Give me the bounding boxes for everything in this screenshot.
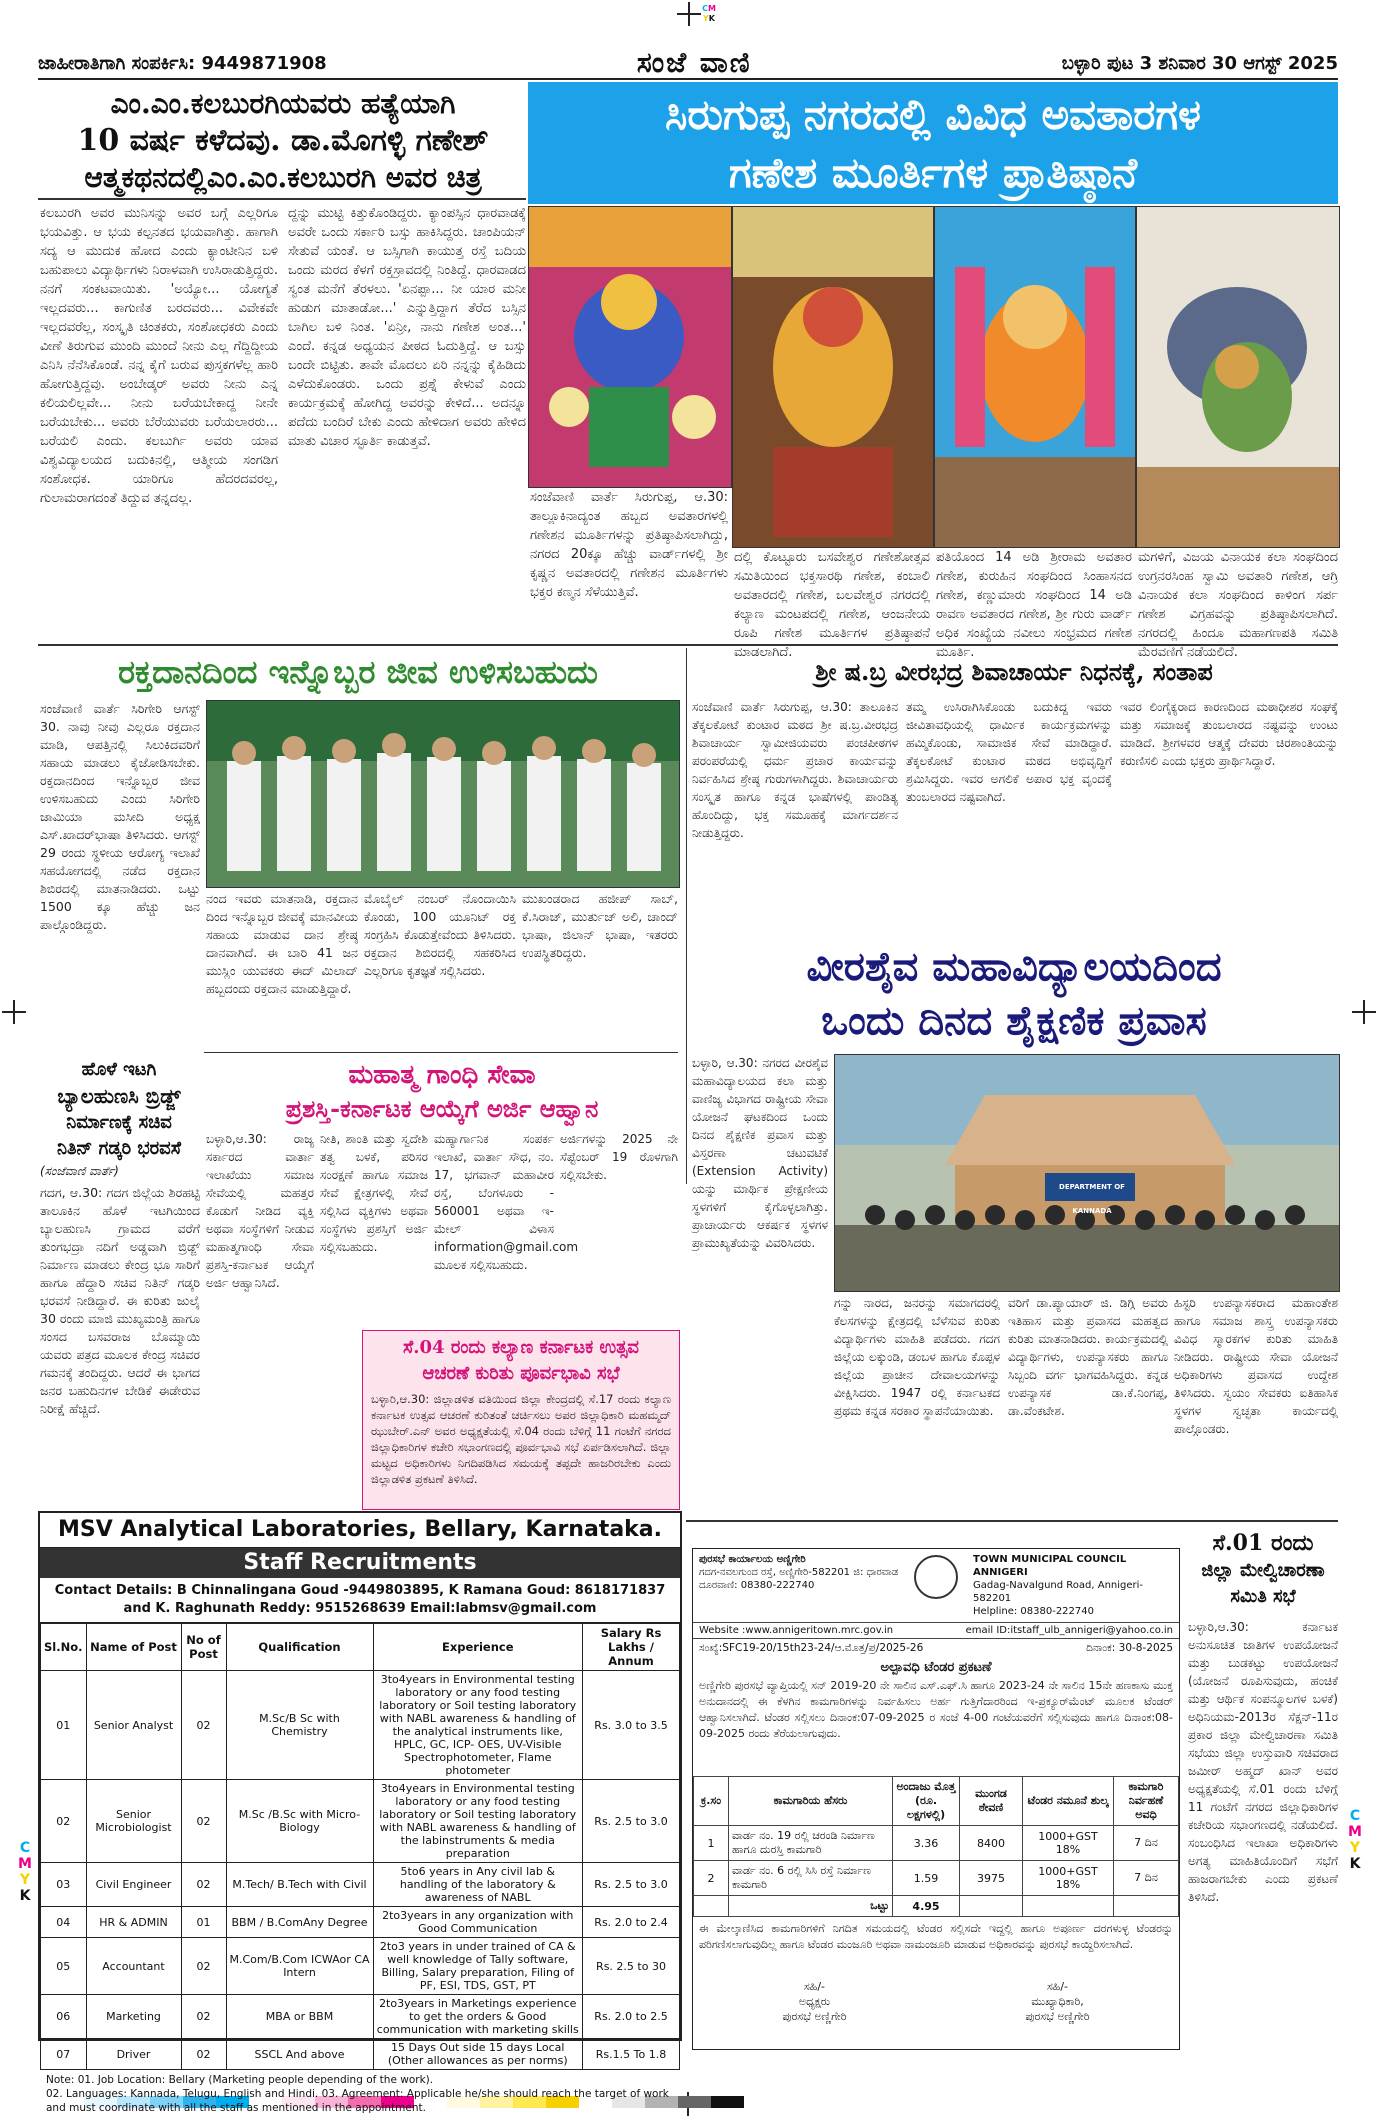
column-header: Sl.No.: [41, 1624, 87, 1671]
table-cell: M.Tech/ B.Tech with Civil: [226, 1863, 373, 1907]
tender-email: email ID:itstaff_ulb_annigeri@yahoo.co.in: [965, 1625, 1173, 1636]
table-cell: Rs. 2.0 to 2.5: [583, 1995, 680, 2039]
vigilance-headline-line2: ಜಿಲ್ಲಾ ಮೇಲ್ವಿಚಾರಣಾ: [1201, 1560, 1325, 1581]
blood-column-1: ಸಂಜೆವಾಣಿ ವಾರ್ತೆ ಸಿರಿಗೇರಿ ಆಗಸ್ಟ್ 30. ನಾವು ನೀವು ಎಲ್ಲರೂ ರಕ್ತದಾನ ಮಾಡಿ, ಆಪತ್ತಿನಲ್ಲಿ ಸಿಲುಕಿದವರಿಗೆ ಸಹಾಯ ಮಾಡಲು ಕೈಜೋಡಿಸಬೇಕು. ರಕ್ತದಾನದಿಂದ ಇನ್ನೊಬ್ಬರ ಜೀವ ಉಳಿಸಬಹುದು ಎಂದು ಸಿರಿಗೇರಿ ಜಾಮಿಯಾ ಮಸೀದಿ ಅಧ್ಯಕ್ಷ ಎಸ್.ಖಾದರ್‌ಭಾಷಾ ತಿಳಿಸಿದರು. ಆಗಸ್ಟ್ 29 ರಂದು ಸ್ಥಳೀಯ ಆರೋಗ್ಯ ಇಲಾಖೆ ಸಹಯೋಗದಲ್ಲಿ ನಡೆದ ರಕ್ತದಾನ ಶಿಬಿರದಲ್ಲಿ ಮಾತನಾಡಿದರು. ಒಟ್ಟು 1500 ಕ್ಕೂ ಹೆಚ್ಚು ಜನ ಪಾಲ್ಗೊಂಡಿದ್ದರು.: [40, 701, 200, 932]
condolence-headline: ಶ್ರೀ ಷ.ಬ್ರ ವೀರಭದ್ರ ಶಿವಾಚಾರ್ಯ ನಿಧನಕ್ಕೆ, ಸಂತಾಪ: [815, 657, 1213, 686]
signature-chairman: [782, 1979, 846, 2024]
registration-mark-right: [1352, 1000, 1376, 1024]
ganesha-photo-4: [1136, 206, 1340, 548]
vigilance-headline-line3: ಸಮಿತಿ ಸಭೆ: [1230, 1586, 1296, 1607]
registration-mark-left: [2, 1000, 26, 1024]
bridge-headline-line2: ಬ್ಯಾಲಹುಣಸಿ ಬ್ರಿಡ್ಜ್: [57, 1084, 181, 1108]
table-cell: 02: [181, 1671, 226, 1780]
advert-contact: ಜಾಹೀರಾತಿಗಾಗಿ ಸಂಪರ್ಕಿಸಿ: 9449871908: [38, 52, 327, 74]
table-cell: HR & ADMIN: [86, 1907, 181, 1938]
story1-headline-line1: ಎಂ.ಎಂ.ಕಲಬುರಗಿಯವರು ಹತ್ಯೆಯಾಗಿ: [110, 87, 456, 120]
table-cell: 04: [41, 1907, 87, 1938]
veerashaiva-column-4: ಹಿಸ್ಟರಿ ಉಪನ್ಯಾಸಕರಾದ ಮಹಾಂತೇಶ ಹಾಗೂ ಸಮಾಜ ಶಾಸ್ತ್ರ ಉಪನ್ಯಾಸಕರು ವಿವಿಧ ಸ್ಮಾರಕಗಳ ಕುರಿತು ಮಾಹಿತಿ ನೀಡಿದರು. ರಾಷ್ಟ್ರೀಯ ಸೇವಾ ಯೋಜನೆ ಅಧಿಕಾರಿಗಳು ಪ್ರವಾಸದ ಉದ್ದೇಶ ತಿಳಿಸಿದರು. ಸ್ವಯಂ ಸೇವಕರು ಐತಿಹಾಸಿಕ ಸ್ಥಳಗಳ ಸ್ವಚ್ಛತಾ ಕಾರ್ಯದಲ್ಲಿ ಪಾಲ್ಗೊಂಡರು.: [1174, 1296, 1338, 1436]
ganesha-photo-2: [732, 206, 934, 548]
table-cell: Civil Engineer: [86, 1863, 181, 1907]
column-header: ಕ್ರ.ಸಂ: [694, 1777, 729, 1826]
ganesha-column-3: ಪತಿಯೊಂದ 14 ಅಡಿ ಶ್ರೀರಾಮ ಅವತಾರ ಗಣೇಶ, ಕುರುಹಿನ ಸಂಘದಿಂದ ಸಿಂಹಾಸನದ ಗಣೇಶ, ಕಣ್ಣುಮಾರು ಸಂಘದಿಂದ 14 ಅಡಿ ರಾವಣ ಅವತಾರದ ಗಣೇಶ, ಶ್ರೀ ಗುರು ವಾರ್ಡ್ ಅಧಿಕ ಸಂಖ್ಯೆಯ ನವೀಲು ಸಂಭ್ರಮದ ಗಣೇಶ ಮೂರ್ತಿ.: [936, 550, 1132, 660]
signature-title: ಅಧ್ಯಕ್ಷರು: [798, 1995, 831, 2008]
blood-headline: ರಕ್ತದಾನದಿಂದ ಇನ್ನೊಬ್ಬರ ಜೀವ ಉಳಿಸಬಹುದು: [118, 653, 598, 691]
story1-column-1: ಕಲಬುರಗಿ ಅವರ ಮುನಿಸನ್ನು ಅವರ ಬಗ್ಗೆ ಎಲ್ಲರಿಗೂ ಭಯವಿತ್ತು. ಆ ಭಯ ಕಲ್ಪನತದ ಭಯವಾಗಿತ್ತು. ಹಾಗಾಗಿ ಸದ್ಯ ಆ ಮುದುಕ ಹೋದ ಎಂದು ಕ್ಯಾಂಟೀನಿನ ಬಳಿ ಬಹುಪಾಲು ವಿದ್ಯಾರ್ಥಿಗಳು ನಿರಾಳವಾಗಿ ಉಸಿರಾಡುತ್ತಿದ್ದರು. ನನಗೆ ಸಂಕಟವಾಯಿತು. 'ಅಯ್ಯೋ... ಯೋಗ್ಯತೆ ಇಲ್ಲದವರು... ಕಾಗುಣಿತ ಬರದವರು... ವಿವೇಕವೇ ಇಲ್ಲದವರೆಲ್ಲ, ಸಂಸ್ಕೃತಿ ಚಿಂತಕರು, ಸಂಶೋಧಕರು ಎಂದು ವೀಣೆ ತಿರುಗುವ ಮುಂದಿ ಮುಂದೆ ನೀನು ಎಲ್ಲ ಗೆದ್ದಿದ್ದೀಯ ಎನಿಸಿ ನೆನೆಸಿಕೊಂಡೆ. ನನ್ನ ಕೈಗೆ ಬರುವ ಪುಸ್ತಕಗಳೆಲ್ಲ ಹಾರಿ ಹೋಗುತ್ತಿದ್ದವು. ಅಂಬೇಡ್ಕರ್ ಅವರು ನೀನು ಎನ್ನ ಕಲಿಯಲಿಲ್ಲವೇ... ನೀನು ಬರೆಯಬೇಕಾದ್ದ ನೀನೇ ಬರೆಯಬೇಕು... ಅವರು ಬೆರೆಯುವರು ಬರೆಯಲಾರರು... ಬರೆಯಲಿ ಎಂದು. ಕಲಬುರ್ಗಿ ಅವರು ಯಾವ ವಿಶ್ವವಿದ್ಯಾಲಯದ ಬದುಕಿನಲ್ಲಿ, ಆತ್ಮೀಯ ಸಂಗಡಿಗ ಸಂಶೋಧಕ. ಯಾರಿಗೂ ಹೆದರದವರಲ್ಲ, ಗುಲಾಮರಾಗದಂತೆ ತಿದ್ದುವ ತನ್ನದಲ್ಲ.: [40, 206, 278, 506]
ganesha-banner: [528, 82, 1338, 204]
ganesha-column-4: ಮಗಳಿಗೆ, ವಿಜಯ ವಿನಾಯಕ ಕಲಾ ಸಂಘದಿಂದ ಉಗ್ರನರಸಿಂಹ ಸ್ವಾಮಿ ಅವತಾರಿ ಗಣೇಶ, ಆಗ್ರಿ ವಿನಾಯಕ ಕಲಾ ಸಂಘದಿಂದ ಕಾಳಿಂಗ ಸರ್ಪ ಗಣೇಶ ವಿಗ್ರಹವನ್ನು ಪ್ರತಿಷ್ಠಾಪಿಸಲಾಗಿದೆ. ನಗರದಲ್ಲಿ ಹಿಂದೂ ಮಹಾಗಣಪತಿ ಸಮಿತಿ ಮೆರವಣಿಗೆ ನಡೆಯಲಿದೆ.: [1138, 550, 1338, 660]
msv-notes: [40, 2070, 680, 2118]
table-cell: 1000+GST 18%: [1023, 1826, 1114, 1861]
signature-office: ಪುರಸಭೆ ಅಣ್ಣಿಗೇರಿ: [782, 2010, 847, 2023]
story1-headline-line3: ಆತ್ಮಕಥನದಲ್ಲಿಎಂ.ಎಂ.ಕಲಬುರಗಿ ಅವರ ಚಿತ್ರ: [84, 161, 482, 194]
table-row: [41, 1938, 680, 1995]
table-cell: Marketing: [86, 1995, 181, 2039]
column-header: Salary Rs Lakhs / Annum: [583, 1624, 680, 1671]
msv-contact-line2: and K. Raghunath Reddy: 9515268639 Email:labmsv@gmail.com: [123, 1601, 597, 1616]
table-cell: Accountant: [86, 1938, 181, 1995]
table-cell: Senior Microbiologist: [86, 1780, 181, 1863]
blood-column-2: ನಂದ ಇವರು ಮಾತನಾಡಿ, ರಕ್ತದಾನ ದಿಂದ ಇನ್ನೊಬ್ಬರ ಜೀವಕ್ಕೆ ಮಾನವೀಯ ಸಹಾಯ ಮಾಡುವ ದಾನ ಶ್ರೇಷ್ಠ ದಾನವಾಗಿದೆ. ಈ ಬಾರಿ 41 ಜನ ಮುಸ್ಲಿಂ ಯುವಕರು ಈದ್ ಮಿಲಾದ್ ಹಬ್ಬದಂದು ರಕ್ತದಾನ ಮಾಡುತ್ತಿದ್ದಾರೆ.: [206, 891, 358, 996]
tender-total: 4.95: [893, 1896, 960, 1917]
table-row: [694, 1896, 1179, 1917]
cmyk-strip-left: C M Y K: [18, 1840, 32, 1904]
veerashaiva-headline-line1: ವೀರಶೈವ ಮಹಾವಿದ್ಯಾಲಯದಿಂದ: [806, 943, 1222, 990]
page-header: [38, 48, 1338, 80]
column-header: ಕಾಮಗಾರಿ ನಿರ್ವಹಣೆ ಅವಧಿ: [1114, 1777, 1179, 1826]
tender-phone-kn: ದೂರವಾಣಿ: 08380-222740: [699, 1580, 815, 1591]
tender-office-kn: ಪುರಸಭೆ ಕಾರ್ಯಾಲಯ ಅಣ್ಣಿಗೇರಿ: [699, 1554, 806, 1565]
signature-mark: ಸಹಿ/-: [803, 1980, 826, 1993]
kalyana-body: ಬಳ್ಳಾರಿ,ಆ.30: ಜಿಲ್ಲಾಡಳಿತ ವತಿಯಿಂದ ಜಿಲ್ಲಾ ಕೇಂದ್ರದಲ್ಲಿ ಸೆ.17 ರಂದು ಕಲ್ಯಾಣ ಕರ್ನಾಟಕ ಉತ್ಸವ ಆಚರಣೆ ಕುರಿತಂತೆ ಚರ್ಚಿಸಲು ಅಪರ ಜಿಲ್ಲಾಧಿಕಾರಿ ಮಹಮ್ಮದ್ ಝುಬೇರ್.ಎನ್ ಅವರ ಅಧ್ಯಕ್ಷತೆಯಲ್ಲಿ ಸೆ.04 ರಂದು ಬೆಳಿಗ್ಗೆ 11 ಗಂಟೆಗೆ ನಗರದ ಜಿಲ್ಲಾಧಿಕಾರಿಗಳ ಕಚೇರಿ ಸಭಾಂಗಣದಲ್ಲಿ ಪೂರ್ವಭಾವಿ ಸಭೆ ಏರ್ಪಡಿಸಲಾಗಿದೆ. ಜಿಲ್ಲಾ ಮಟ್ಟದ ಅಧಿಕಾರಿಗಳು ನಿಗದಿಪಡಿಸಿದ ಸಮಯಕ್ಕೆ ತಪ್ಪದೇ ಹಾಜರಿರಬೇಕು ಎಂದು ಜಿಲ್ಲಾಡಳಿತ ಪ್ರಕಟಣೆ ತಿಳಿಸಿದೆ.: [371, 1392, 671, 1486]
msv-note-1: Note: 01. Job Location: Bellary (Marketing people depending of the work).: [46, 2074, 434, 2086]
table-cell: 2: [694, 1861, 729, 1896]
condolence-column-1: ಸಂಜೆವಾಣಿ ವಾರ್ತೆ ಸಿರುಗುಪ್ಪ, ಆ.30: ತಾಲೂಕಿನ ತೆಕ್ಕಲಕೋಟೆ ಕುಂಟಾರ ಮಠದ ಶ್ರೀ ಷ.ಬ್ರ.ವೀರಭದ್ರ ಶಿವಾಚಾರ್ಯ ಸ್ವಾಮೀಜಿಯವರು ಪಂಚಪೀಠಗಳ ಪರಂಪರೆಯಲ್ಲಿ ಧರ್ಮ ಪ್ರಚಾರ ಕಾರ್ಯವನ್ನು ನಿರ್ವಹಿಸಿದ ಶ್ರೇಷ್ಠ ಗುರುಗಳಾಗಿದ್ದರು. ಶಿವಾಚಾರ್ಯರು ಸಂಸ್ಕೃತ ಹಾಗೂ ಕನ್ನಡ ಭಾಷೆಗಳಲ್ಲಿ ಪಾಂಡಿತ್ಯ ಹೊಂದಿದ್ದು, ಭಕ್ತ ಸಮೂಹಕ್ಕೆ ಮಾರ್ಗದರ್ಶನ ನೀಡುತ್ತಿದ್ದರು.: [692, 700, 898, 840]
msv-contact-line1: Contact Details: B Chinnalingana Goud -9449803895, K Ramana Goud: 8618171837: [54, 1583, 666, 1598]
vigilance-body: ಬಳ್ಳಾರಿ,ಆ.30: ಕರ್ನಾಟಕ ಅನುಸೂಚಿತ ಜಾತಿಗಳ ಉಪಯೋಜನೆ ಮತ್ತು ಬುಡಕಟ್ಟು ಉಪಯೋಜನೆ (ಯೋಜನೆ ರೂಪಿಸುವುದು, ಹಂಚಿಕೆ ಮತ್ತು ಆರ್ಥಿಕ ಸಂಪನ್ಮೂಲಗಳ ಬಳಕೆ) ಅಧಿನಿಯಮ-2013ರ ಸೆಕ್ಷನ್-11ರ ಪ್ರಕಾರ ಜಿಲ್ಲಾ ಮೇಲ್ವಿಚಾರಣಾ ಸಮಿತಿ ಸಭೆಯು ಜಿಲ್ಲಾ ಉಸ್ತುವಾರಿ ಸಚಿವರಾದ ಜಮೀರ್ ಅಹ್ಮದ್ ಖಾನ್ ಅವರ ಅಧ್ಯಕ್ಷತೆಯಲ್ಲಿ ಸೆ.01 ರಂದು ಬೆಳಿಗ್ಗೆ 11 ಗಂಟೆಗೆ ನಗರದ ಜಿಲ್ಲಾಧಿಕಾರಿಗಳ ಕಚೇರಿಯ ಸಭಾಂಗಣದಲ್ಲಿ ನಡೆಯಲಿದೆ. ಸಂಬಂಧಿಸಿದ ಇಲಾಖಾ ಅಧಿಕಾರಿಗಳು ಅಗತ್ಯ ಮಾಹಿತಿಯೊಂದಿಗೆ ಸಭೆಗೆ ಹಾಜರಾಗಬೇಕು ಎಂದು ಪ್ರಕಟಣೆ ತಿಳಿಸಿದೆ.: [1188, 1620, 1338, 1904]
emblem-icon: [914, 1555, 958, 1599]
table-cell: M.Sc /B.Sc with Micro-Biology: [226, 1780, 373, 1863]
tender-address-kn: ಗದಗ-ನವಲಗುಂದ ರಸ್ತೆ, ಅಣ್ಣಿಗೇರಿ-582201 ಜಿ: ಧಾರವಾಡ: [699, 1567, 899, 1578]
table-cell: 2to3 years in under trained of CA & well knowledge of Tally software, Billing, Salary preparation, Filing of PF, ESI, TDS, GST, PT: [373, 1938, 583, 1995]
ganesha-photo-3: [934, 206, 1136, 548]
bridge-body: ಗದಗ, ಆ.30: ಗದಗ ಜಿಲ್ಲೆಯ ಶಿರಹಟ್ಟಿ ತಾಲೂಕಿನ ಹೊಳೆ ಇಟಗಿಯಿಂದ ಬ್ಯಾಲಹುಣಸಿ ಗ್ರಾಮದ ವರೆಗೆ ತುಂಗಭದ್ರಾ ನದಿಗೆ ಅಡ್ಡವಾಗಿ ಬ್ರಿಡ್ಜ್ ನಿರ್ಮಾಣ ಮಾಡಲು ಕೇಂದ್ರ ಭೂ ಸಾರಿಗೆ ಹಾಗೂ ಹೆದ್ದಾರಿ ಸಚಿವ ನಿತಿನ್ ಗಡ್ಕರಿ ಭರವಸೆ ನೀಡಿದ್ದಾರೆ. ಈ ಕುರಿತು ಜುಲೈ 30 ರಂದು ಮಾಜಿ ಮುಖ್ಯಮಂತ್ರಿ ಹಾಗೂ ಸಂಸದ ಬಸವರಾಜ ಬೊಮ್ಮಾಯಿ ಯವರು ಪತ್ರದ ಮೂಲಕ ಕೇಂದ್ರ ಸಚಿವರ ಗಮನಕ್ಕೆ ತಂದಿದ್ದರು. ಆದರೆ ಈ ಭಾಗದ ಜನರ ಬಹುದಿನಗಳ ಬೇಡಿಕೆ ಈಡೇರುವ ನಿರೀಕ್ಷೆ ಹೆಚ್ಚಿದೆ.: [40, 1185, 200, 1416]
vigilance-headline-line1: ಸೆ.01 ರಂದು: [1212, 1530, 1314, 1556]
blood-donation-photo: [206, 700, 680, 888]
column-header: ಅಂದಾಜು ಮೊತ್ತ (ರೂ. ಲಕ್ಷಗಳಲ್ಲಿ): [893, 1777, 960, 1826]
bridge-headline-line4: ನಿತಿನ್ ಗಡ್ಕರಿ ಭರವಸೆ: [57, 1138, 181, 1159]
vigilance-headline: [1188, 1528, 1338, 1610]
table-cell: 3.36: [893, 1826, 960, 1861]
table-cell: 5to6 years in Any civil lab & handling of the laboratory & awareness of NABL: [373, 1863, 583, 1907]
banner-line2: ಗಣೇಶ ಮೂರ್ತಿಗಳ ಪ್ರಾತಿಷ್ಠಾನೆ: [728, 148, 1138, 197]
tender-phone-en: Helpline: 08380-222740: [973, 1606, 1094, 1617]
table-cell: ವಾರ್ಡ ನಂ. 19 ರಲ್ಲಿ ಚರಂಡಿ ನಿರ್ಮಾಣ ಹಾಗೂ ದುರಸ್ತಿ ಕಾಮಗಾರಿ: [729, 1826, 893, 1861]
blood-column-3: ಮೊಬೈಲ್ ನಂಬರ್ ನೊಂದಾಯಿಸಿ ಕೊಂಡು, 100 ಯೂನಿಟ್ ರಕ್ತ ಸಂಗ್ರಹಿಸಿ ಕೊಡುತ್ತೇವೆಂದು ತಿಳಿಸಿದರು. ರಕ್ತದಾನ ಶಿಬಿರದಲ್ಲಿ ಸಹಕರಿಸಿದ ಎಲ್ಲರಿಗೂ ಕೃತಜ್ಞತೆ ಸಲ್ಲಿಸಿದರು.: [364, 891, 516, 978]
signature-officer: [1025, 1979, 1089, 2024]
table-cell: 01: [181, 1907, 226, 1938]
table-cell: 06: [41, 1995, 87, 2039]
department-signboard: DEPARTMENT OF KANNADA: [1059, 1183, 1125, 1215]
table-cell: 02: [181, 1995, 226, 2039]
table-cell: 02: [181, 1863, 226, 1907]
table-cell: 02: [181, 1780, 226, 1863]
kalyana-box: [362, 1330, 680, 1510]
veerashaiva-group-photo: [834, 1054, 1340, 1292]
registration-mark-top: [677, 2, 701, 26]
table-row: [41, 1671, 680, 1780]
bridge-byline: (ಸಂಜೆವಾಣಿ ವಾರ್ತೆ): [40, 1164, 119, 1178]
veerashaiva-headline: [690, 940, 1338, 1048]
table-row: [41, 1907, 680, 1938]
table-cell: ವಾರ್ಡ ನಂ. 6 ರಲ್ಲಿ ಸಿಸಿ ರಸ್ತೆ ನಿರ್ಮಾಣ ಕಾಮಗಾರಿ: [729, 1861, 893, 1896]
table-cell: Rs. 2.5 to 3.0: [583, 1863, 680, 1907]
signature-title: ಮುಖ್ಯಾಧಿಕಾರಿ,: [1031, 1995, 1084, 2008]
table-cell: Rs. 2.5 to 3.0: [583, 1780, 680, 1863]
table-cell: Rs. 2.0 to 2.4: [583, 1907, 680, 1938]
table-row: [41, 1863, 680, 1907]
kalyana-headline-line1: ಸೆ.04 ರಂದು ಕಲ್ಯಾಣ ಕರ್ನಾಟಕ ಉತ್ಸವ: [402, 1337, 639, 1358]
msv-contact: [40, 1578, 680, 1623]
table-cell: Rs. 2.5 to 30: [583, 1938, 680, 1995]
table-cell: M.Com/B.Com ICWAor CA Intern: [226, 1938, 373, 1995]
story1-column-2: ದ್ದನ್ನು ಮುಟ್ಟಿ ಕಿತ್ತುಕೊಂಡಿದ್ದರು. ಕ್ಯಾಂಪಸ್ಸಿನ ಧಾರವಾಡಕ್ಕೆ ಅವರೇ ಒಂದು ಸರ್ಕಾರಿ ಬಸ್ಸು ಹಾಕಿಸಿದ್ದರು. ಚಾಂಪಿಯನ್ ಸೇತುವೆ ಯಂತೆ. ಆ ಬಸ್ಸಿಗಾಗಿ ಕಾಯುತ್ತ ರಸ್ತೆ ಬದಿಯ ಒಂದು ಮರದ ಕೆಳಗೆ ರಕ್ತಸ್ರಾವದಲ್ಲಿ ನಿಂತಿದ್ದೆ. ಧಾರವಾಡದ ಸ್ವಂತ ಮನೆಗೆ ತೆರಳಲು. 'ಏನಪ್ಪಾ... ನೀ ಯಾರ ಮನೀ ಹುಡುಗ ಮಾತಾಡೋ...' ಎನ್ನುತ್ತಿದ್ದಾಗ ತೆರೆದ ಬಸ್ಸಿನ ಬಾಗಿಲ ಬಳಿ ನಿಂತ. 'ಏನ್ರೀ, ನಾನು ಗಣೇಶ ಅಂತ...' ಎಂದೆ. ಕನ್ನಡ ಅಧ್ಯಯನ ಪೀಠದ ಓದುತ್ತಿದ್ದೆ. ಆ ಬಸ್ಸು ಬಂದೇ ಬಿಟ್ಟಿತು. ತಾವೇ ಮೊದಲು ಏರಿ ನನ್ನನ್ನು ಕೈಹಿಡಿದು ಎಳೆದುಕೊಂಡರು. ಒಂದು ಪ್ರಶ್ನೆ ಕೇಳುವೆ ಎಂದು ಕಾರ್ಯಕ್ರಮಕ್ಕೆ ಹೋಗಿದ್ದ ಅವರನ್ನು ಕೇಳಿದೆ... ಅದನ್ನೂ ಪದೆದು ಬಂದಿರೆ ಬೇಕು ಎಂದು ಹೇಳಿದಾಗ ಅವರು ಹೇಳಿದ ಮಾತು ವಿಚಾರ ಸ್ಫೂರ್ತಿ ಕಾಡುತ್ತವೆ.: [288, 206, 526, 449]
column-header: Experience: [373, 1624, 583, 1671]
table-cell: M.Sc/B Sc with Chemistry: [226, 1671, 373, 1780]
table-cell: Rs. 3.0 to 3.5: [583, 1671, 680, 1780]
condolence-column-3: ಇವರ ಲಿಂಗೈಕ್ಯರಾದ ಕಾರಣದಿಂದ ಮಠಾಧೀಶರ ಸಂಘಕ್ಕೆ ಮತ್ತು ಸಮಾಜಕ್ಕೆ ತುಂಬಲಾರದ ನಷ್ಟವನ್ನು ಉಂಟು ಮಾಡಿದೆ. ಶ್ರೀಗಳವರ ಆತ್ಮಕ್ಕೆ ದೇವರು ಚಿರಶಾಂತಿಯನ್ನು ಕರುಣಿಸಲಿ ಎಂದು ಭಕ್ತರು ಪ್ರಾರ್ಥಿಸಿದ್ದಾರೆ.: [1120, 700, 1338, 768]
veerashaiva-column-2: ಗನ್ನು ನಾರದ, ಜನರನ್ನು ಸಮಾಗದರಲ್ಲಿ ಕೆಲಸಗಳನ್ನು ಕ್ಷೇತ್ರದಲ್ಲಿ ಬೆಳೆಸುವ ಕುರಿತು ವಿದ್ಯಾರ್ಥಿಗಳು ಮಾಹಿತಿ ಪಡೆದರು. ಗದಗ ಜಿಲ್ಲೆಯ ಲಕ್ಕುಂಡಿ, ಡಂಬಳ ಹಾಗೂ ಕೊಪ್ಪಳ ಜಿಲ್ಲೆಯ ಪ್ರಾಚೀನ ದೇವಾಲಯಗಳನ್ನು ವೀಕ್ಷಿಸಿದರು. 1947 ರಲ್ಲಿ ಕರ್ನಾಟಕದ ಪ್ರಥಮ ಕನ್ನಡ ಸರಕಾರ ಸ್ಥಾಪನೆಯಾಯಿತು.: [834, 1296, 1000, 1418]
tender-body: ಅಣ್ಣಿಗೇರಿ ಪುರಸಭೆ ವ್ಯಾಪ್ತಿಯಲ್ಲಿ ಸನ್ 2019-20 ನೇ ಸಾಲಿನ ಎಸ್.ಎಫ್.ಸಿ ಹಾಗೂ 2023-24 ನೇ ಸಾಲಿನ 15ನೇ ಹಣಕಾಸು ಮುಕ್ತ ಅನುದಾನದಲ್ಲಿ ಈ ಕೆಳಗಿನ ಕಾಮಗಾರಿಗಳನ್ನು ನಿರ್ವಹಿಸಲು ಅರ್ಹ ಗುತ್ತಿಗೆದಾರರಿಂದ ಇ-ಪ್ರಕ್ಯೂರ್‌ಮೆಂಟ್ ಮೂಲಕ ಟೆಂಡರ್ ಆಹ್ವಾನಿಸಲಾಗಿದೆ. ಟೆಂಡರ ಸಲ್ಲಿಸಲು ದಿನಾಂಕ:07-09-2025 ರ ಸಂಜೆ 4-00 ಗಂಟೆಯವರೆಗೆ ಸಲ್ಲಿಸುವುದು ಹಾಗೂ ದಿನಾಂಕ:08-09-2025 ರಂದು ತೆರೆಯಲಾಗುವುದು.: [699, 1679, 1173, 1740]
table-cell: 01: [41, 1671, 87, 1780]
msv-recruitment-ad: [38, 1511, 682, 2114]
gandhi-column-1: ಬಳ್ಳಾರಿ,ಆ.30: ರಾಜ್ಯ ಸರ್ಕಾರದ ವಾರ್ತಾ ಇಲಾಖೆಯು ಸಮಾಜ ಸೇವೆಯಲ್ಲಿ ಮಹತ್ತರ ಕೊಡುಗೆ ನೀಡಿದ ವ್ಯಕ್ತಿ ಅಥವಾ ಸಂಸ್ಥೆಗಳಿಗೆ ನೀಡುವ ಮಹಾತ್ಮಗಾಂಧಿ ಸೇವಾ ಪ್ರಶಸ್ತಿ-ಕರ್ನಾಟಕ ಆಯ್ಕೆಗೆ ಅರ್ಜಿ ಆಹ್ವಾನಿಸಿದೆ.: [206, 1132, 314, 1290]
column-header: Name of Post: [86, 1624, 181, 1671]
story1-headline-line2: 10 ವರ್ಷ ಕಳೆದವು. ಡಾ.ಮೊಗಳ್ಳಿ ಗಣೇಶ್: [77, 123, 489, 158]
gandhi-column-3: ಮಹ್ಯಾರ್ಗಾನಿಕ ಸಂಪರ್ಕ ಇಲಾಖೆ, ವಾರ್ತಾ ಸೌಧ, ನಂ. 17, ಭಗವಾನ್ ಮಹಾವೀರ ರಸ್ತೆ, ಬೆಂಗಳೂರು - 560001 ಅಥವಾ ಇ-ಮೇಲ್ ವಿಳಾಸ information@gmail.com ಮೂಲಕ ಸಲ್ಲಿಸಬಹುದು.: [434, 1132, 579, 1272]
veerashaiva-headline-line2: ಒಂದು ದಿನದ ಶೈಕ್ಷಣಿಕ ಪ್ರವಾಸ: [821, 997, 1207, 1044]
table-row: [694, 1826, 1179, 1861]
tender-address-en: Gadag-Navalgund Road, Annigeri-582201: [973, 1580, 1144, 1604]
table-cell: 1.59: [893, 1861, 960, 1896]
story1-headline: [38, 86, 528, 196]
column-header: Qualification: [226, 1624, 373, 1671]
table-cell: 1000+GST 18%: [1023, 1861, 1114, 1896]
table-header-row: [694, 1777, 1179, 1826]
table-cell: 2to3years in Marketings experience to get the orders & Good communication with marketing skills: [373, 1995, 583, 2039]
bridge-headline: [38, 1058, 200, 1162]
signature-mark: ಸಹಿ/-: [1046, 1980, 1069, 1993]
table-cell: 7 ದಿನ: [1114, 1861, 1179, 1896]
condolence-column-2: ತಮ್ಮ ಉಸಿರಾಗಿಸಿಕೊಂಡು ಬದುಕಿದ್ದ ಇವರು ಜೀವಿತಾವಧಿಯಲ್ಲಿ ಧಾರ್ಮಿಕ ಕಾರ್ಯಕ್ರಮಗಳನ್ನು ಹಮ್ಮಿಕೊಂಡು, ಸಾಮಾಜಿಕ ಸೇವೆ ಮಾಡಿದ್ದಾರೆ. ತೆಕ್ಕಲಕೋಟೆ ಕುಂಟಾರ ಮಠದ ಅಭಿವೃದ್ಧಿಗೆ ಶ್ರಮಿಸಿದ್ದರು. ಇವರ ಅಗಲಿಕೆ ಅಪಾರ ಭಕ್ತ ವೃಂದಕ್ಕೆ ತುಂಬಲಾರದ ನಷ್ಟವಾಗಿದೆ.: [906, 700, 1112, 804]
masthead-logo: ಸಂಜೆ ವಾಣಿ: [636, 46, 752, 79]
table-cell: 02: [41, 1780, 87, 1863]
table-cell: 7 ದಿನ: [1114, 1826, 1179, 1861]
signature-office: ಪುರಸಭೆ ಅಣ್ಣಿಗೇರಿ: [1025, 2010, 1090, 2023]
tender-table: [693, 1776, 1179, 1917]
table-cell: Senior Analyst: [86, 1671, 181, 1780]
ganesha-column-2: ದಲ್ಲಿ ಕೊಟ್ಟೂರು ಬಸವೇಶ್ವರ ಗಣೇಶೋತ್ಸವ ಸಮಿತಿಯಿಂದ ಭಕ್ತಸಾರಥಿ ಗಣೇಶ, ಕಂಬಾಲಿ ಅವತಾರದಲ್ಲಿ ಗಣೇಶ, ಬಲವೇಶ್ವರ ನಗರದಲ್ಲಿ ಕಲ್ಯಾಣ ಮಂಟಪದಲ್ಲಿ ಗಣೇಶ, ಆಂಜನೇಯ ರೂಪಿ ಗಣೇಶ ಮೂರ್ತಿಗಳ ಪ್ರತಿಷ್ಠಾಪನೆ ಮಾಡಲಾಗಿದೆ.: [734, 550, 930, 660]
tender-date: ದಿನಾಂಕ: 30-8-2025: [1086, 1642, 1173, 1654]
table-cell: 3to4years in Environmental testing laboratory or any food testing laboratory or Soil testing laboratory with NABL awareness & handling of the labinstruments & media preparation: [373, 1780, 583, 1863]
divider: [204, 1052, 678, 1053]
table-row: [41, 2039, 680, 2070]
cmyk-strip-right: C M Y K: [1348, 1808, 1362, 1872]
cmyk-logo-top: CM YK: [702, 4, 716, 23]
table-cell: BBM / B.ComAny Degree: [226, 1907, 373, 1938]
column-header: No of Post: [181, 1624, 226, 1671]
tender-total-label: ಒಟ್ಟು: [729, 1896, 893, 1917]
gandhi-headline: [206, 1058, 678, 1126]
tender-footer: ಈ ಮೇಲ್ಕಾಣಿಸಿದ ಕಾಮಗಾರಿಗಳಿಗೆ ನಿಗದಿತ ಸಮಯದಲ್ಲಿ ಟೆಂಡರ ಸಲ್ಲಿಸದೇ ಇದ್ದಲ್ಲಿ ಹಾಗೂ ಅಪೂರ್ಣ ದರಗಳುಳ್ಳ ಟೆಂಡರನ್ನು ಪರಿಗಣಿಸಲಾಗುವುದಿಲ್ಲ ಹಾಗೂ ಟೆಂಡರ ಮಂಜೂರಿ ಅಥವಾ ನಾಮಂಜೂರಿ ಮಾಡುವ ಅಧಿಕಾರವನ್ನು ಪುರಸಭೆ ಕಾಯ್ದಿರಿಸಲಾಗಿದೆ.: [699, 1922, 1173, 1951]
veerashaiva-column-3: ವರಿಗೆ ಡಾ.ಪ್ಯಾಯಾರ್ ಜಿ. ಡಿಗ್ಗಿ ಅವರು ಇತಿಹಾಸ ಮತ್ತು ಪ್ರವಾಸದ ಮಹತ್ವದ ಕುರಿತು ಮಾತನಾಡಿದರು. ಕಾರ್ಯಕ್ರಮದಲ್ಲಿ ವಿದ್ಯಾರ್ಥಿಗಳು, ಉಪನ್ಯಾಸಕರು ಹಾಗೂ ಸಿಬ್ಬಂದಿ ವರ್ಗ ಭಾಗವಹಿಸಿದ್ದರು. ಕನ್ನಡ ಉಪನ್ಯಾಸಕ ಡಾ.ಕೆ.ನಿಂಗಪ್ಪ, ಡಾ.ವೆಂಕಟೇಶ.: [1008, 1296, 1168, 1418]
tender-office-en: TOWN MUNICIPAL COUNCIL ANNIGERI: [973, 1554, 1127, 1578]
kalyana-headline-line2: ಆಚರಣೆ ಕುರಿತು ಪೂರ್ವಭಾವಿ ಸಭೆ: [422, 1363, 620, 1384]
table-cell: 02: [181, 1938, 226, 1995]
table-cell: Driver: [86, 2039, 181, 2070]
table-cell: SSCL And above: [226, 2039, 373, 2070]
table-cell: 05: [41, 1938, 87, 1995]
gandhi-column-4: ಅರ್ಜಿಗಳನ್ನು 2025 ನೇ ಸೆಪ್ಟೆಂಬರ್ 19 ರೊಳಗಾಗಿ ಸಲ್ಲಿಸಬೇಕು.: [560, 1132, 678, 1182]
table-row: [694, 1861, 1179, 1896]
table-row: [41, 1780, 680, 1863]
gandhi-headline-line2: ಪ್ರಶಸ್ತಿ-ಕರ್ನಾಟಕ ಆಯ್ಕೆಗೆ ಅರ್ಜಿ ಆಹ್ವಾನ: [285, 1094, 599, 1123]
banner-line1: ಸಿರುಗುಪ್ಪ ನಗರದಲ್ಲಿ ವಿವಿಧ ಅವತಾರಗಳ: [665, 90, 1201, 139]
msv-staff-table: [40, 1623, 680, 2070]
edition-info: ಬಳ್ಳಾರಿ ಪುಟ 3 ಶನಿವಾರ 30 ಆಗಸ್ಟ್ 2025: [1061, 52, 1338, 74]
tender-title: ಅಲ್ಪಾವಧಿ ಟೆಂಡರ ಪ್ರಕಟಣೆ: [880, 1660, 992, 1675]
blood-column-4: ಮುಖಂಡರಾದ ಹಜೀಪ್ ಸಾಬ್, ಕೆ.ಸಿರಾಜ್, ಮುರ್ತುಜ್ ಅಲಿ, ಚಾಂದ್ ಭಾಷಾ, ಜಿಲಾನ್ ಭಾಷಾ, ಇತರರು ಉಪಸ್ಥಿತರಿದ್ದರು.: [522, 891, 678, 960]
tender-website: Website :www.annigeritown.mrc.gov.in: [699, 1625, 894, 1636]
veerashaiva-column-1: ಬಳ್ಳಾರಿ, ಆ.30: ನಗರದ ವೀರಶೈವ ಮಹಾವಿದ್ಯಾಲಯದ ಕಲಾ ಮತ್ತು ವಾಣಿಜ್ಯ ವಿಭಾಗದ ರಾಷ್ಟ್ರೀಯ ಸೇವಾ ಯೋಜನೆ ಘಟಕದಿಂದ ಒಂದು ದಿನದ ಶೈಕ್ಷಣಿಕ ಪ್ರವಾಸ ಮತ್ತು ವಿಸ್ತರಣಾ ಚಟುವಟಿಕೆ (Extension Activity) ಯನ್ನು ಮಾರ್ಥಿಕ ಪ್ರೇಕ್ಷಣೀಯ ಸ್ಥಳಗಳಿಗೆ ಕೈಗೊಳ್ಳಲಾಗಿತ್ತು. ಪ್ರಾಚಾರ್ಯರು ಆಕರ್ಷಕ ಸ್ಥಳಗಳ ಪ್ರಾಮುಖ್ಯತೆಯನ್ನು ವಿವರಿಸಿದರು.: [692, 1056, 828, 1250]
msv-staff-bar: Staff Recruitments: [40, 1548, 680, 1578]
table-cell: 8400: [960, 1826, 1023, 1861]
ganesha-column-1: ಸಂಜೆವಾಣಿ ವಾರ್ತೆ ಸಿರುಗುಪ್ಪ, ಆ.30: ತಾಲ್ಲೂಕಿನಾದ್ಯಂತ ಹಬ್ಬದ ಅವತಾರಗಳಲ್ಲಿ ಗಣೇಶನ ಮೂರ್ತಿಗಳನ್ನು ಪ್ರತಿಷ್ಠಾಪಿಸಲಾಗಿದ್ದು, ನಗರದ 20ಕ್ಕೂ ಹೆಚ್ಚು ವಾರ್ಡ್‌ಗಳಲ್ಲಿ ಶ್ರೀ ಕೃಷ್ಣನ ಅವತಾರದಲ್ಲಿ ಗಣೇಶನ ಮೂರ್ತಿಗಳು ಭಕ್ತರ ಕಣ್ಮನ ಸೆಳೆಯುತ್ತಿವೆ.: [530, 490, 728, 600]
table-cell: 03: [41, 1863, 87, 1907]
column-header: ಮುಂಗಡ ಠೇವಣಿ: [960, 1777, 1023, 1826]
bridge-headline-line3: ನಿರ್ಮಾಣಕ್ಕೆ ಸಚಿವ: [66, 1112, 172, 1133]
column-header: ಟೆಂಡರ ನಮೂನೆ ಶುಲ್ಕ: [1023, 1777, 1114, 1826]
table-cell: 3to4years in Environmental testing laboratory or any food testing laboratory or Soil testing laboratory with NABL awareness & handling of the analytical instruments like, HPLC, GC, ICP- OES, UV-Visible Spectrophotometer, Flame photometer: [373, 1671, 583, 1780]
table-cell: 15 Days Out side 15 days Local (Other allowances as per norms): [373, 2039, 583, 2070]
tender-notice: [692, 1548, 1180, 2050]
table-cell: 1: [694, 1826, 729, 1861]
msv-note-2: 02. Languages: Kannada, Telugu, English and Hindi. 03. Agreement: Applicable he/she should reach the target of work and must coordinate with all the staff as mentioned in the appointment.: [46, 2088, 669, 2114]
gandhi-headline-line1: ಮಹಾತ್ಮ ಗಾಂಧಿ ಸೇವಾ: [348, 1060, 536, 1090]
table-cell: Rs.1.5 To 1.8: [583, 2039, 680, 2070]
bridge-headline-line1: ಹೊಳೆ ಇಟಗಿ: [81, 1059, 157, 1080]
msv-title: MSV Analytical Laboratories, Bellary, Karnataka.: [40, 1513, 680, 1548]
divider: [686, 1520, 1338, 1522]
column-header: ಕಾಮಗಾರಿಯ ಹೆಸರು: [729, 1777, 893, 1826]
table-row: [41, 1995, 680, 2039]
table-cell: MBA or BBM: [226, 1995, 373, 2039]
table-cell: 2to3years in any organization with Good Communication: [373, 1907, 583, 1938]
table-cell: 3975: [960, 1861, 1023, 1896]
table-header-row: [41, 1624, 680, 1671]
table-cell: 07: [41, 2039, 87, 2070]
ganesha-photo-1: [528, 206, 732, 488]
gandhi-column-2: ನೀತಿ, ಶಾಂತಿ ಮತ್ತು ಸ್ವದೇಶಿ ತತ್ವ ಬಳಕೆ, ಪರಿಸರ ಸಂರಕ್ಷಣೆ ಹಾಗೂ ಸಮಾಜ ಸೇವೆ ಕ್ಷೇತ್ರಗಳಲ್ಲಿ ಸೇವೆ ಸಲ್ಲಿಸಿದ ವ್ಯಕ್ತಿಗಳು ಅಥವಾ ಸಂಸ್ಥೆಗಳು ಪ್ರಶಸ್ತಿಗೆ ಅರ್ಜಿ ಸಲ್ಲಿಸಬಹುದು.: [320, 1132, 428, 1254]
table-cell: 02: [181, 2039, 226, 2070]
tender-reference: ಸಂಖ್ಯೆ:SFC19-20/15th23-24/ಆ.ಮೊತ್ತ/ಪ್ರ/2025-26: [699, 1642, 924, 1654]
divider: [686, 648, 687, 1184]
divider: [38, 198, 526, 200]
